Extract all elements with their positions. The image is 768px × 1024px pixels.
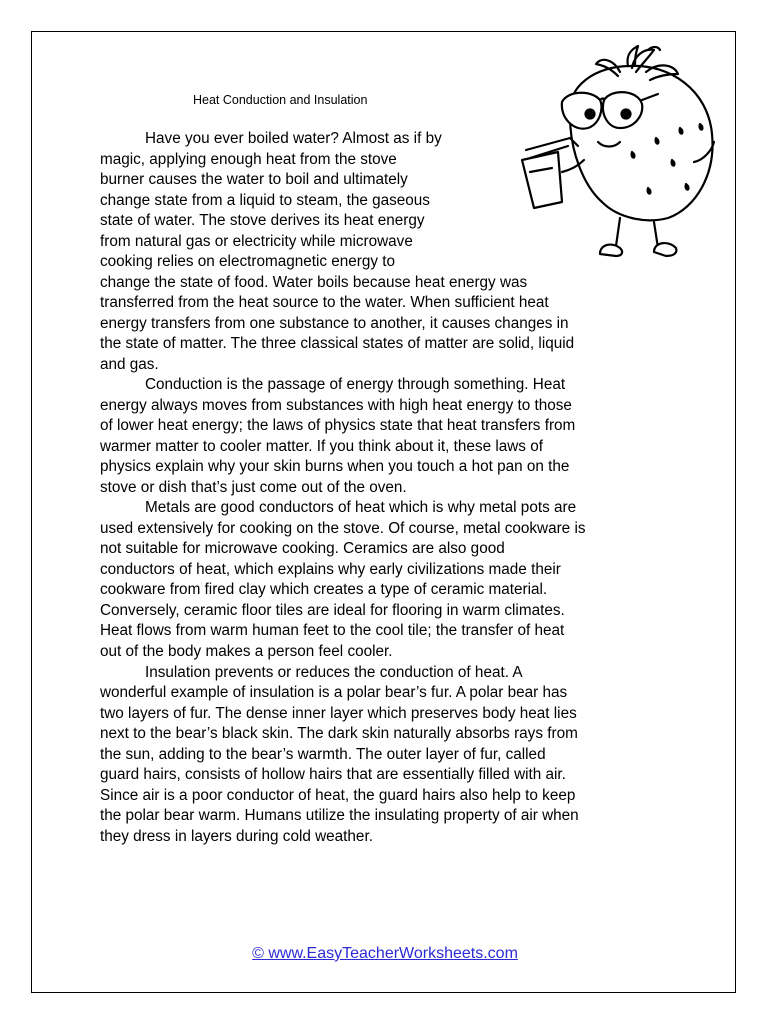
text-line: state of water. The stove derives its heat energy	[100, 212, 425, 229]
text-line: Metals are good conductors of heat which is why metal pots are	[145, 499, 577, 516]
text-line: and gas.	[100, 356, 159, 373]
text-line: energy always moves from substances with high heat energy to those	[100, 397, 572, 414]
text-line: change state from a liquid to steam, the gaseous	[100, 192, 430, 209]
text-line: energy transfers from one substance to another, it causes changes in	[100, 315, 569, 332]
text-line: of lower heat energy; the laws of physics state that heat transfers from	[100, 417, 576, 434]
text-line: two layers of fur. The dense inner layer which preserves body heat lies	[100, 705, 577, 722]
text-line: Conversely, ceramic floor tiles are ideal for flooring in warm climates.	[100, 602, 565, 619]
text-line: burner causes the water to boil and ultimately	[100, 171, 408, 188]
text-line: from natural gas or electricity while microwave	[100, 233, 413, 250]
text-line: Insulation prevents or reduces the conduction of heat. A	[145, 664, 523, 681]
text-line: they dress in layers during cold weather.	[100, 828, 373, 845]
document-title: Heat Conduction and Insulation	[193, 93, 368, 107]
text-line: change the state of food. Water boils because heat energy was	[100, 274, 528, 291]
text-line: not suitable for microwave cooking. Ceramics are also good	[100, 540, 505, 557]
text-line: transferred from the heat source to the water. When sufficient heat	[100, 294, 549, 311]
text-line: next to the bear’s black skin. The dark skin naturally absorbs rays from	[100, 725, 578, 742]
text-line: cookware from fired clay which creates a type of ceramic material.	[100, 581, 548, 598]
text-line: Conduction is the passage of energy through something. Heat	[145, 376, 566, 393]
text-line: guard hairs, consists of hollow hairs that are essentially filled with air.	[100, 766, 566, 783]
text-line: physics explain why your skin burns when you touch a hot pan on the	[100, 458, 570, 475]
text-line: used extensively for cooking on the stove. Of course, metal cookware is	[100, 520, 586, 537]
text-line: magic, applying enough heat from the stove	[100, 151, 397, 168]
text-line: out of the body makes a person feel cooler.	[100, 643, 393, 660]
text-line: the sun, adding to the bear’s warmth. The outer layer of fur, called	[100, 746, 546, 763]
text-line: Since air is a poor conductor of heat, the guard hairs also help to keep	[100, 787, 576, 804]
text-line: conductors of heat, which explains why early civilizations made their	[100, 561, 561, 578]
text-line: stove or dish that’s just come out of the oven.	[100, 479, 407, 496]
text-line: cooking relies on electromagnetic energy to	[100, 253, 396, 270]
text-line: Have you ever boiled water? Almost as if by	[145, 130, 442, 147]
text-line: wonderful example of insulation is a polar bear’s fur. A polar bear has	[100, 684, 568, 701]
footer-website-link[interactable]: © www.EasyTeacherWorksheets.com	[252, 945, 518, 962]
text-line: the polar bear warm. Humans utilize the insulating property of air when	[100, 807, 579, 824]
text-line: Heat flows from warm human feet to the cool tile; the transfer of heat	[100, 622, 565, 639]
text-line: warmer matter to cooler matter. If you think about it, these laws of	[100, 438, 543, 455]
text-line: the state of matter. The three classical states of matter are solid, liquid	[100, 335, 575, 352]
